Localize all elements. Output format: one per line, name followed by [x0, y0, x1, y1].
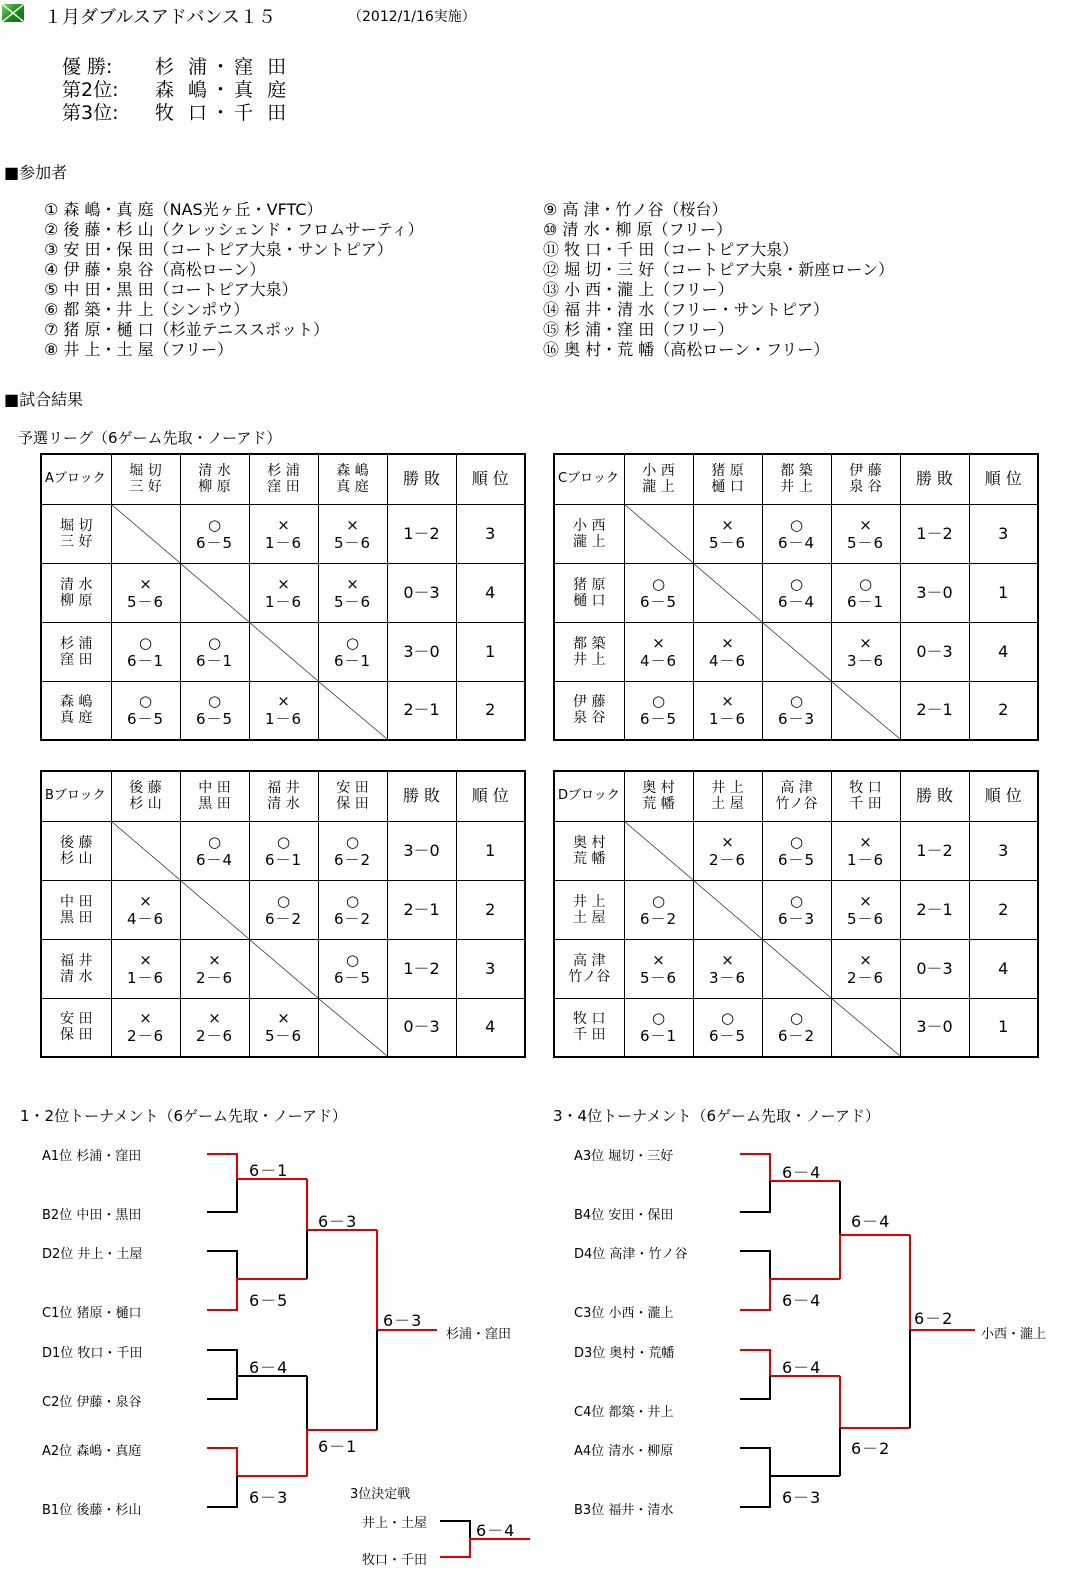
player-name: 瀧 上 [642, 479, 675, 496]
win-loss-header: 勝 敗 [387, 454, 456, 504]
match-score: 6－5 [333, 968, 372, 987]
match-result-mark: × [346, 574, 359, 593]
bracket-entry: C2位 伊藤・泉谷 [42, 1395, 142, 1410]
player-name: 森 嶋 [336, 463, 369, 480]
win-loss-cell: 3－0 [387, 821, 456, 880]
rank-cell: 4 [456, 563, 525, 622]
match-result-mark: × [721, 832, 734, 851]
bracket-score: 6－3 [318, 1212, 358, 1231]
player-name: 泉 谷 [849, 479, 882, 496]
match-score: 5－6 [333, 592, 372, 611]
player-name: 猪 原 [573, 576, 606, 593]
match-score: 6－2 [639, 909, 678, 928]
final-score: 6－3 [383, 1311, 423, 1330]
player-name: 奥 村 [573, 834, 606, 851]
match-score: 3－6 [846, 651, 885, 670]
player-name: 後 藤 [60, 834, 93, 851]
result-3-name: 牧 口・千 田 [155, 102, 291, 124]
match-result-mark: × [859, 515, 872, 534]
player-name: 荒 幡 [573, 850, 606, 867]
match-result-mark: × [139, 574, 152, 593]
participant-item: ① 森 嶋・真 庭（NAS光ヶ丘・VFTC） [44, 200, 323, 219]
rank-cell: 4 [969, 622, 1038, 681]
bracket-score: 6－5 [249, 1291, 289, 1310]
match-result-mark: × [652, 633, 665, 652]
result-1-name: 杉 浦・窪 田 [155, 56, 291, 78]
player-name: 清 水 [60, 968, 93, 985]
match-score: 6－5 [639, 592, 678, 611]
match-score: 2－6 [846, 968, 885, 987]
match-score: 6－2 [264, 909, 303, 928]
player-name: 黒 田 [60, 909, 93, 926]
player-name: 中 田 [198, 780, 231, 797]
bracket-entry: A1位 杉浦・窪田 [42, 1149, 142, 1164]
player-name: 森 嶋 [60, 694, 93, 711]
win-loss-cell: 1－2 [387, 504, 456, 563]
page-title: １月ダブルスアドバンス１５ [44, 7, 276, 28]
player-name: 千 田 [573, 1027, 606, 1044]
win-loss-header: 勝 敗 [900, 454, 969, 504]
bracket-entry: D2位 井上・土屋 [42, 1247, 143, 1262]
bracket-score: 6－4 [782, 1291, 822, 1310]
player-name: 井 上 [573, 651, 606, 668]
win-loss-header: 勝 敗 [900, 771, 969, 821]
match-result-mark: ○ [651, 891, 666, 910]
participant-item: ⑨ 高 津・竹ノ谷（桜台） [543, 200, 728, 219]
match-results-heading: ■試合結果 [4, 390, 84, 409]
match-result-mark: ○ [651, 574, 666, 593]
participant-item: ⑭ 福 井・清 水（フリー・サントピア） [543, 300, 829, 319]
participant-item: ⑦ 猪 原・樋 口（杉並テニススポット） [44, 320, 329, 339]
match-score: 1－6 [264, 710, 303, 729]
rank-cell: 4 [969, 939, 1038, 998]
rank-cell: 2 [969, 880, 1038, 939]
player-name: 小 西 [642, 463, 675, 480]
player-name: 土 屋 [711, 796, 744, 813]
result-1-label: 優 勝: [62, 56, 113, 78]
player-name: 井 上 [780, 479, 813, 496]
match-result-mark: ○ [276, 832, 291, 851]
bracket-entry: B4位 安田・保田 [574, 1208, 674, 1223]
result-3-label: 第3位: [62, 102, 119, 124]
win-loss-cell: 1－2 [900, 821, 969, 880]
player-name: 伊 藤 [849, 463, 882, 480]
player-name: 清 水 [267, 796, 300, 813]
player-name: 牧 口 [573, 1011, 606, 1028]
match-score: 5－6 [846, 909, 885, 928]
bracket-entry: B1位 後藤・杉山 [42, 1503, 142, 1518]
player-name: 安 田 [60, 1011, 93, 1028]
rank-cell: 1 [969, 998, 1038, 1057]
rank-cell: 1 [969, 563, 1038, 622]
match-result-mark: × [859, 832, 872, 851]
player-name: 中 田 [60, 893, 93, 910]
player-name: 千 田 [849, 796, 882, 813]
player-name: 杉 山 [60, 850, 93, 867]
match-result-mark: × [652, 950, 665, 969]
player-name: 黒 田 [198, 796, 231, 813]
event-date: （2012/1/16実施） [348, 9, 476, 25]
player-name: 牧 口 [849, 780, 882, 797]
match-score: 6－5 [126, 710, 165, 729]
rank-cell: 2 [456, 681, 525, 740]
match-result-mark: ○ [345, 832, 360, 851]
match-score: 6－4 [777, 533, 816, 552]
bracket-entry: D1位 牧口・千田 [42, 1346, 143, 1361]
match-score: 5－6 [264, 1027, 303, 1046]
match-score: 6－1 [333, 651, 372, 670]
win-loss-cell: 0－3 [387, 563, 456, 622]
win-loss-cell: 1－2 [900, 504, 969, 563]
win-loss-cell: 2－1 [387, 681, 456, 740]
match-result-mark: ○ [207, 692, 222, 711]
match-result-mark: × [859, 891, 872, 910]
bracket-score: 6－3 [782, 1488, 822, 1507]
match-score: 6－1 [126, 651, 165, 670]
block-name: Dブロック [554, 771, 624, 821]
player-name: 福 井 [60, 952, 93, 969]
match-result-mark: ○ [207, 515, 222, 534]
rank-header: 順 位 [456, 771, 525, 821]
third-place-player: 牧口・千田 [362, 1553, 428, 1568]
third-place-score: 6－4 [476, 1521, 516, 1540]
player-name: 竹ノ谷 [568, 968, 611, 985]
player-name: 樋 口 [573, 592, 606, 609]
player-name: 清 水 [198, 463, 231, 480]
bracket-entry: A2位 森嶋・真庭 [42, 1444, 142, 1459]
win-loss-cell: 1－2 [387, 939, 456, 998]
match-result-mark: × [859, 633, 872, 652]
match-result-mark: ○ [789, 574, 804, 593]
player-name: 土 屋 [573, 909, 606, 926]
match-score: 4－6 [126, 909, 165, 928]
match-score: 6－3 [777, 909, 816, 928]
player-name: 井 上 [711, 780, 744, 797]
participant-item: ⑮ 杉 浦・窪 田（フリー） [543, 320, 734, 339]
match-score: 6－2 [333, 850, 372, 869]
match-result-mark: ○ [345, 633, 360, 652]
player-name: 荒 幡 [642, 796, 675, 813]
match-result-mark: ○ [207, 832, 222, 851]
match-result-mark: ○ [789, 891, 804, 910]
player-name: 竹ノ谷 [775, 796, 818, 813]
player-name: 福 井 [267, 780, 300, 797]
match-score: 2－6 [195, 1027, 234, 1046]
match-result-mark: ○ [651, 1009, 666, 1028]
match-result-mark: ○ [789, 832, 804, 851]
match-score: 4－6 [639, 651, 678, 670]
bracket-entry: A3位 堀切・三好 [574, 1149, 674, 1164]
rank-header: 順 位 [969, 771, 1038, 821]
rank-header: 順 位 [456, 454, 525, 504]
rank-cell: 1 [456, 622, 525, 681]
player-name: 真 庭 [336, 479, 369, 496]
win-loss-cell: 2－1 [387, 880, 456, 939]
win-loss-header: 勝 敗 [387, 771, 456, 821]
match-result-mark: × [139, 950, 152, 969]
participant-item: ③ 安 田・保 田（コートピア大泉・サントピア） [44, 240, 393, 259]
match-result-mark: × [208, 950, 221, 969]
league-heading: 予選リーグ（6ゲーム先取・ノーアド） [18, 429, 282, 447]
bracket-entry: B2位 中田・黒田 [42, 1208, 142, 1223]
match-score: 6－5 [195, 710, 234, 729]
result-2-label: 第2位: [62, 79, 119, 101]
player-name: 高 津 [780, 780, 813, 797]
match-score: 5－6 [333, 533, 372, 552]
rank-cell: 1 [456, 821, 525, 880]
match-result-mark: ○ [345, 950, 360, 969]
player-name: 堀 切 [129, 463, 162, 480]
player-name: 小 西 [573, 517, 606, 534]
match-result-mark: × [139, 891, 152, 910]
rank-cell: 3 [969, 821, 1038, 880]
match-result-mark: ○ [138, 692, 153, 711]
match-score: 6－4 [195, 850, 234, 869]
bracket-score: 6－3 [249, 1488, 289, 1507]
bracket-entry: C1位 猪原・樋口 [42, 1306, 142, 1321]
rank-cell: 2 [456, 880, 525, 939]
match-result-mark: × [277, 574, 290, 593]
win-loss-cell: 0－3 [900, 939, 969, 998]
match-score: 6－4 [777, 592, 816, 611]
participant-item: ⑧ 井 上・土 屋（フリー） [44, 340, 233, 359]
match-result-mark: ○ [138, 633, 153, 652]
participant-item: ⑩ 清 水・柳 原（フリー） [543, 220, 732, 239]
match-result-mark: ○ [207, 633, 222, 652]
match-score: 1－6 [264, 592, 303, 611]
match-result-mark: ○ [720, 1009, 735, 1028]
bracket-score: 6－4 [249, 1358, 289, 1377]
player-name: 伊 藤 [573, 694, 606, 711]
participant-item: ⑥ 都 築・井 上（シンポウ） [44, 300, 250, 319]
third-place-heading: 3位決定戦 [350, 1487, 411, 1502]
match-score: 6－3 [777, 710, 816, 729]
participant-item: ② 後 藤・杉 山（クレッシェンド・フロムサーティ） [44, 220, 424, 239]
match-result-mark: ○ [276, 891, 291, 910]
match-score: 4－6 [708, 651, 747, 670]
match-score: 6－1 [264, 850, 303, 869]
win-loss-cell: 2－1 [900, 880, 969, 939]
player-name: 都 築 [780, 463, 813, 480]
bracket-entry: B3位 福井・清水 [574, 1503, 674, 1518]
win-loss-cell: 0－3 [900, 622, 969, 681]
bracket-entry: A4位 清水・柳原 [574, 1444, 674, 1459]
rank-header: 順 位 [969, 454, 1038, 504]
match-result-mark: ○ [858, 574, 873, 593]
win-loss-cell: 2－1 [900, 681, 969, 740]
bracket-score: 6－1 [249, 1161, 289, 1180]
bracket-score: 6－4 [782, 1163, 822, 1182]
match-score: 1－6 [708, 710, 747, 729]
tournament-12-heading: 1・2位トーナメント（6ゲーム先取・ノーアド） [20, 1107, 347, 1125]
player-name: 奥 村 [642, 780, 675, 797]
match-score: 6－5 [639, 710, 678, 729]
player-name: 窪 田 [267, 479, 300, 496]
player-name: 杉 浦 [60, 635, 93, 652]
player-name: 泉 谷 [573, 710, 606, 727]
block-name: Cブロック [554, 454, 624, 504]
block-name: Aブロック [41, 454, 111, 504]
win-loss-cell: 3－0 [900, 563, 969, 622]
bracket-entry: D3位 奥村・荒幡 [574, 1346, 675, 1361]
player-name: 堀 切 [60, 517, 93, 534]
match-score: 5－6 [708, 533, 747, 552]
player-name: 三 好 [129, 479, 162, 496]
match-result-mark: ○ [789, 1009, 804, 1028]
player-name: 後 藤 [129, 780, 162, 797]
player-name: 樋 口 [711, 479, 744, 496]
match-score: 6－1 [846, 592, 885, 611]
player-name: 保 田 [60, 1027, 93, 1044]
match-score: 6－5 [777, 850, 816, 869]
match-score: 1－6 [846, 850, 885, 869]
participants-heading: ■参加者 [4, 163, 68, 182]
win-loss-cell: 0－3 [387, 998, 456, 1057]
match-result-mark: × [721, 950, 734, 969]
bracket-score: 6－2 [851, 1439, 891, 1458]
player-name: 保 田 [336, 796, 369, 813]
champion-name: 杉浦・窪田 [446, 1327, 512, 1342]
player-name: 猪 原 [711, 463, 744, 480]
player-name: 清 水 [60, 576, 93, 593]
match-result-mark: × [721, 633, 734, 652]
bracket-score: 6－4 [782, 1358, 822, 1377]
match-score: 6－1 [639, 1027, 678, 1046]
player-name: 柳 原 [198, 479, 231, 496]
match-result-mark: × [277, 1009, 290, 1028]
player-name: 高 津 [573, 952, 606, 969]
match-score: 1－6 [126, 968, 165, 987]
bracket-entry: D4位 高津・竹ノ谷 [574, 1247, 688, 1262]
participant-item: ⑯ 奥 村・荒 幡（高松ローン・フリー） [543, 340, 830, 359]
match-score: 5－6 [126, 592, 165, 611]
match-result-mark: × [277, 692, 290, 711]
match-score: 3－6 [708, 968, 747, 987]
participant-item: ⑫ 堀 切・三 好（コートピア大泉・新座ローン） [543, 260, 894, 279]
bracket-entry: C3位 小西・瀧上 [574, 1306, 674, 1321]
match-result-mark: × [721, 515, 734, 534]
match-score: 1－6 [264, 533, 303, 552]
participant-item: ⑪ 牧 口・千 田（コートピア大泉） [543, 240, 799, 259]
rank-cell: 4 [456, 998, 525, 1057]
participant-item: ⑬ 小 西・瀧 上（フリー） [543, 280, 734, 299]
final-score: 6－2 [914, 1309, 954, 1328]
third-place-player: 井上・土屋 [362, 1516, 428, 1531]
match-score: 6－2 [777, 1027, 816, 1046]
rank-cell: 3 [456, 939, 525, 998]
match-result-mark: × [208, 1009, 221, 1028]
tournament-34-heading: 3・4位トーナメント（6ゲーム先取・ノーアド） [553, 1107, 880, 1125]
player-name: 都 築 [573, 635, 606, 652]
player-name: 柳 原 [60, 592, 93, 609]
player-name: 瀧 上 [573, 533, 606, 550]
rank-cell: 3 [456, 504, 525, 563]
player-name: 真 庭 [60, 710, 93, 727]
match-result-mark: ○ [789, 692, 804, 711]
player-name: 安 田 [336, 780, 369, 797]
block-name: Bブロック [41, 771, 111, 821]
win-loss-cell: 3－0 [387, 622, 456, 681]
player-name: 杉 山 [129, 796, 162, 813]
match-score: 6－5 [708, 1027, 747, 1046]
winner-name: 小西・瀧上 [981, 1327, 1047, 1342]
match-score: 5－6 [639, 968, 678, 987]
player-name: 井 上 [573, 893, 606, 910]
match-score: 2－6 [126, 1027, 165, 1046]
result-2-name: 森 嶋・真 庭 [155, 79, 291, 101]
match-score: 2－6 [195, 968, 234, 987]
match-result-mark: ○ [789, 515, 804, 534]
match-score: 6－5 [195, 533, 234, 552]
match-result-mark: × [721, 692, 734, 711]
player-name: 三 好 [60, 533, 93, 550]
match-result-mark: ○ [651, 692, 666, 711]
match-result-mark: × [139, 1009, 152, 1028]
bracket-score: 6－4 [851, 1212, 891, 1231]
match-score: 6－2 [333, 909, 372, 928]
match-score: 2－6 [708, 850, 747, 869]
player-name: 窪 田 [60, 651, 93, 668]
rank-cell: 3 [969, 504, 1038, 563]
rank-cell: 2 [969, 681, 1038, 740]
match-result-mark: × [277, 515, 290, 534]
match-result-mark: × [859, 950, 872, 969]
bracket-score: 6－1 [318, 1437, 358, 1456]
match-score: 6－1 [195, 651, 234, 670]
match-result-mark: × [346, 515, 359, 534]
participant-item: ④ 伊 藤・泉 谷（高松ローン） [44, 260, 266, 279]
match-result-mark: ○ [345, 891, 360, 910]
match-score: 5－6 [846, 533, 885, 552]
bracket-entry: C4位 都築・井上 [574, 1405, 674, 1420]
win-loss-cell: 3－0 [900, 998, 969, 1057]
participant-item: ⑤ 中 田・黒 田（コートピア大泉） [44, 280, 298, 299]
player-name: 杉 浦 [267, 463, 300, 480]
